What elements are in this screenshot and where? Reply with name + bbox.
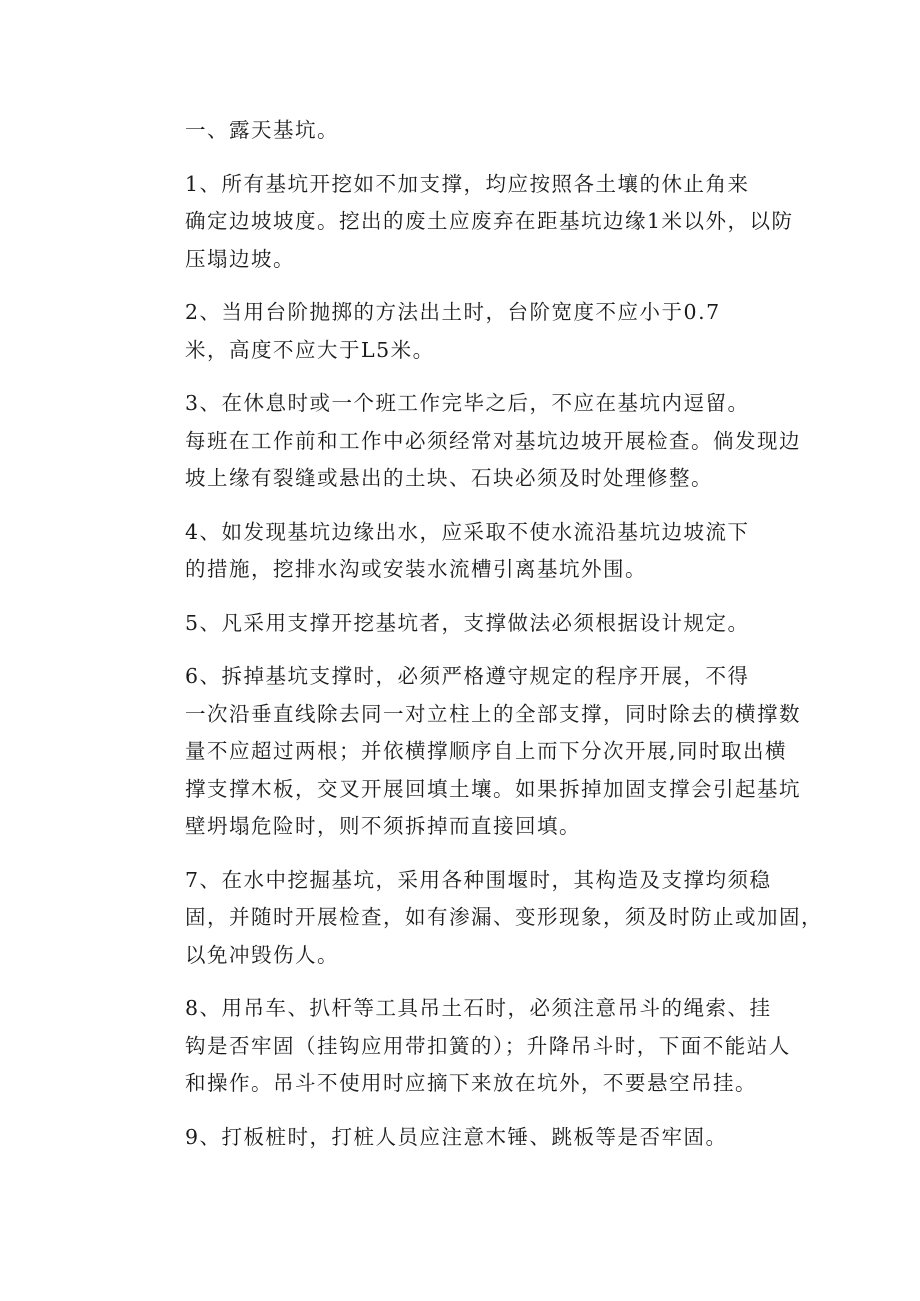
paragraph-list	[137, 166, 823, 1157]
paragraph-line: 5、凡采用支撑开挖基坑者，支撑做法必须根据设计规定。	[185, 610, 750, 635]
paragraph-line: 压塌边坡。	[185, 246, 295, 271]
paragraph-line: 米，高度不应大于L5米。	[185, 337, 435, 362]
paragraph-line: 9、打板桩时，打桩人员应注意木锤、跳板等是否牢固。	[185, 1124, 728, 1149]
paragraph-line: 以免冲毁伤人。	[185, 942, 339, 967]
paragraph-1	[137, 166, 797, 279]
paragraph-4	[137, 514, 797, 589]
paragraph-line: 7、在水中挖掘基坑，采用各种围堰时，其构造及支撑均须稳	[185, 867, 772, 892]
paragraph-line: 壁坍塌危险时，则不须拆掉而直接回填。	[185, 814, 581, 838]
paragraph-9	[137, 1119, 797, 1157]
paragraph-3	[137, 385, 801, 498]
paragraph-line: 每班在工作前和工作中必须经常对基坑边坡开展检查。倘发现边	[185, 428, 801, 453]
paragraph-line: 一次沿垂直线除去同一对立柱上的全部支撑，同时除去的横撑数	[185, 701, 801, 726]
paragraph-line: 钩是否牢固（挂钩应用带扣簧的）；升降吊斗时，下面不能站人	[185, 1033, 791, 1058]
paragraph-5	[137, 605, 797, 643]
section-heading: 一、露天基坑。	[185, 118, 339, 142]
paragraph-6	[137, 658, 801, 846]
paragraph-line: 和操作。吊斗不使用时应摘下来放在坑外，不要悬空吊挂。	[185, 1071, 757, 1095]
paragraph-8	[137, 990, 797, 1103]
paragraph-line: 2、当用台阶抛掷的方法出土时，台阶宽度不应小于0.7	[185, 300, 721, 324]
paragraph-line: 量不应超过两根；并依横撑顺序自上而下分次开展,同时取出横	[185, 739, 788, 763]
paragraph-line: 确定边坡坡度。挖出的废土应废弃在距基坑边缘1米以外，以防	[185, 209, 794, 233]
paragraph-line: 1、所有基坑开挖如不加支撑，均应按照各土壤的休止角来	[185, 171, 750, 196]
paragraph-2	[137, 294, 797, 369]
paragraph-line: 8、用吊车、扒杆等工具吊土石时，必须注意吊斗的绳索、挂	[185, 996, 772, 1020]
paragraph-line: 4、如发现基坑边缘出水，应采取不使水流沿基坑边坡流下	[185, 519, 750, 544]
paragraph-line: 3、在休息时或一个班工作完毕之后，不应在基坑内逗留。	[185, 391, 750, 415]
paragraph-7	[137, 862, 823, 975]
paragraph-line: 的措施，挖排水沟或安装水流槽引离基坑外围。	[185, 557, 647, 581]
document-body	[137, 112, 823, 1172]
paragraph-line: 固，并随时开展检查，如有渗漏、变形现象，须及时防止或加固，	[185, 905, 823, 929]
paragraph-line: 坡上缘有裂缝或悬出的土块、石块必须及时处理修整。	[185, 466, 713, 490]
paragraph-line: 撑支撑木板，交叉开展回填土壤。如果拆掉加固支撑会引起基坑	[185, 776, 801, 801]
paragraph-line: 6、拆掉基坑支撑时，必须严格遵守规定的程序开展，不得	[185, 664, 750, 688]
